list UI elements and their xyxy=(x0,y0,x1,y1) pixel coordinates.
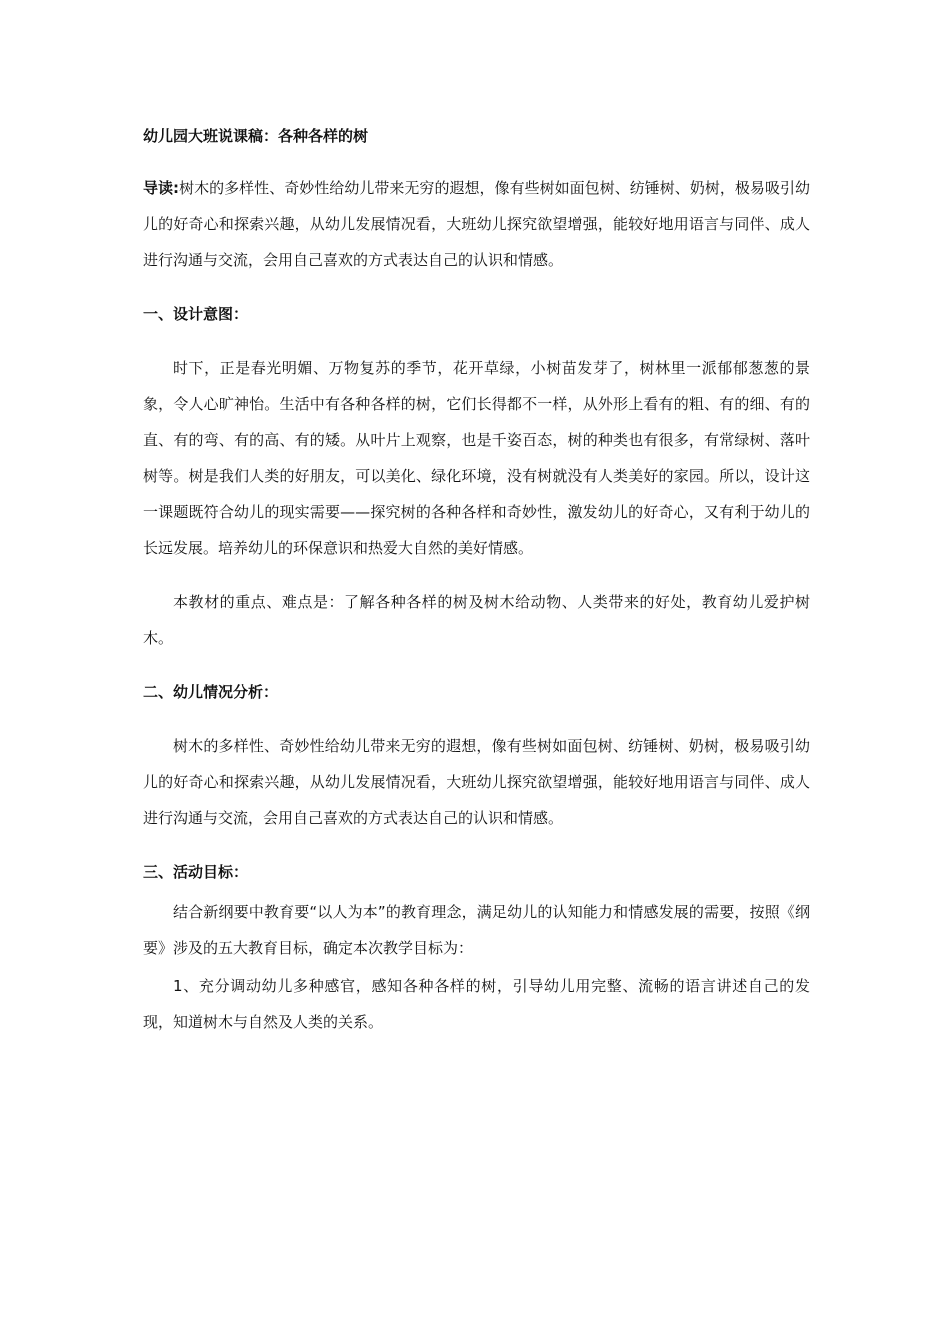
lead-paragraph xyxy=(143,170,810,278)
lead-label: 导读: xyxy=(143,179,180,197)
section-heading-goals: 三、活动目标： xyxy=(143,863,249,881)
analysis-paragraph-1: 树木的多样性、奇妙性给幼儿带来无穷的遐想，像有些树如面包树、纺锤树、奶树，极易吸引幼儿的好奇心和探索兴趣，从幼儿发展情况看，大班幼儿探究欲望增强，能较好地用语言与同伴、成人进行沟通与交流，会用自己喜欢的方式表达自己的认识和情感。 xyxy=(143,737,810,827)
design-paragraph-1: 时下，正是春光明媚、万物复苏的季节，花开草绿，小树苗发芽了，树林里一派郁郁葱葱的景象，令人心旷神怡。生活中有各种各样的树，它们长得都不一样，从外形上看有的粗、有的细、有的直、有的弯、有的高、有的矮。从叶片上观察，也是千姿百态，树的种类也有很多，有常绿树、落叶树等。树是我们人类的好朋友，可以美化、绿化环境，没有树就没有人类美好的家园。所以，设计这一课题既符合幼儿的现实需要——探究树的各种各样和奇妙性，激发幼儿的好奇心，又有利于幼儿的长远发展。培养幼儿的环保意识和热爱大自然的美好情感。 xyxy=(143,359,810,557)
goals-paragraph-1: 结合新纲要中教育要“以人为本”的教育理念，满足幼儿的认知能力和情感发展的需要，按照《纲要》涉及的五大教育目标，确定本次教学目标为： xyxy=(143,903,810,957)
section-heading-design: 一、设计意图： xyxy=(143,305,249,323)
goals-paragraph-2: 1、充分调动幼儿多种感官，感知各种各样的树，引导幼儿用完整、流畅的语言讲述自己的发现，知道树木与自然及人类的关系。 xyxy=(143,977,810,1031)
document-body xyxy=(143,118,810,1058)
document-title: 幼儿园大班说课稿：各种各样的树 xyxy=(143,127,369,145)
section-heading-analysis: 二、幼儿情况分析： xyxy=(143,683,279,701)
design-paragraph-2: 本教材的重点、难点是：了解各种各样的树及树木给动物、人类带来的好处，教育幼儿爱护树木。 xyxy=(143,593,810,647)
lead-text: 树木的多样性、奇妙性给幼儿带来无穷的遐想，像有些树如面包树、纺锤树、奶树，极易吸引幼儿的好奇心和探索兴趣，从幼儿发展情况看，大班幼儿探究欲望增强，能较好地用语言与同伴、成人进行沟通与交流，会用自己喜欢的方式表达自己的认识和情感。 xyxy=(143,179,810,269)
